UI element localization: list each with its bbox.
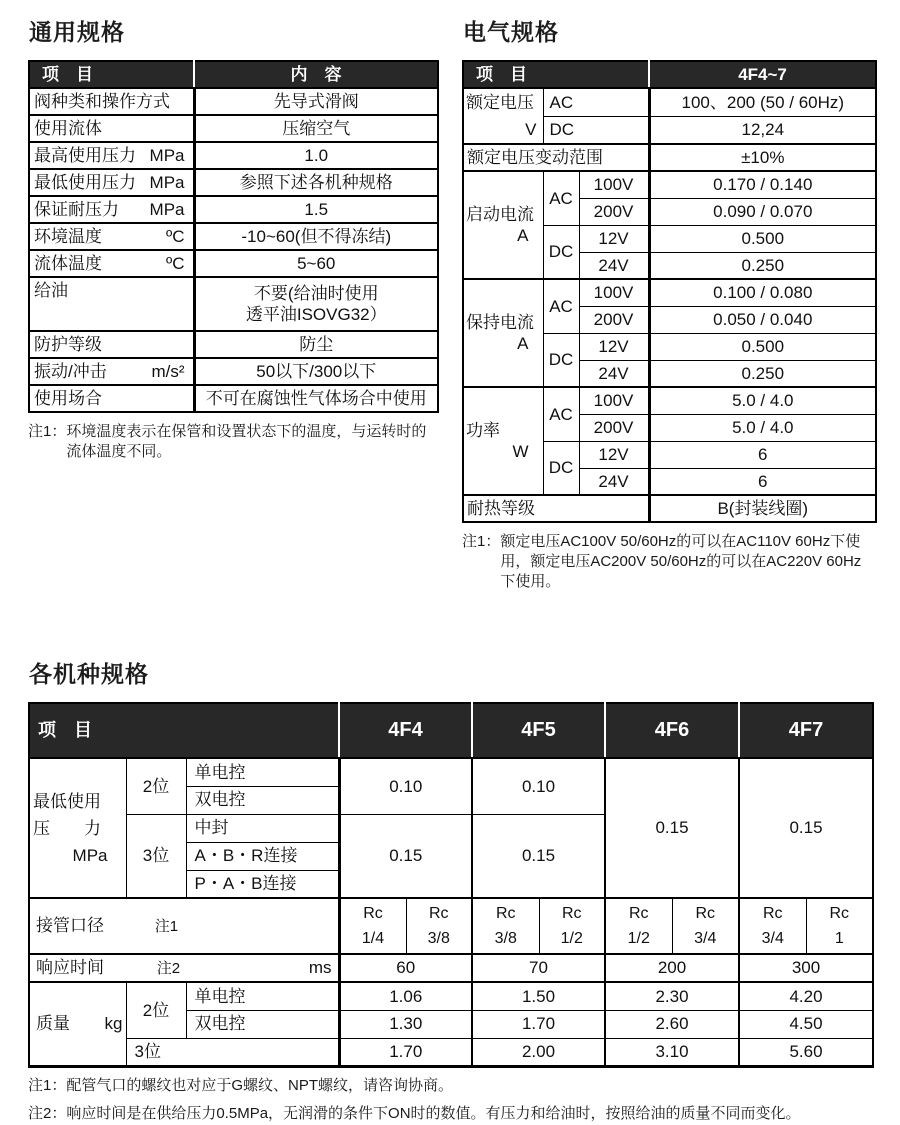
table-row	[29, 898, 873, 954]
unit-text: MPa	[149, 199, 185, 219]
cell-value: 3.10	[605, 1038, 739, 1066]
volt-label: 200V	[579, 198, 649, 225]
row-value: 50以下/300以下	[194, 358, 438, 385]
electrical-spec-title: 电气规格	[463, 19, 559, 45]
port-line-2: 3/4	[694, 930, 717, 947]
row-label-lubrication	[29, 277, 194, 331]
row-value: 1.5	[194, 196, 438, 223]
unit-text: ms	[308, 958, 332, 978]
label-text: 接管口径	[36, 916, 104, 936]
ctrl-pab: P・A・B连接	[186, 870, 339, 898]
cell-value: 4.20	[739, 982, 873, 1010]
row-value: 参照下述各机种规格	[194, 169, 438, 196]
table-row	[29, 88, 438, 115]
ac-label: AC	[543, 387, 579, 441]
note-label: 注2：	[28, 1104, 67, 1122]
unit-text: W	[512, 442, 529, 461]
label-text: 保证耐压力	[34, 199, 119, 219]
port-cell	[672, 898, 739, 954]
position-2-label: 2位	[126, 982, 186, 1038]
model-spec-title: 各机种规格	[29, 661, 149, 687]
label-text: 环境温度	[34, 226, 102, 246]
cell-value: 0.10	[339, 758, 472, 814]
rated-voltage-ac-value: 100、200 (50 / 60Hz)	[649, 88, 876, 116]
row-label-max-pressure	[29, 142, 194, 169]
electrical-spec-section	[462, 14, 875, 592]
volt-label: 200V	[579, 306, 649, 333]
position-3-label: 3位	[126, 1038, 339, 1066]
port-line-2: 1	[834, 930, 844, 947]
models-note-2	[28, 1103, 873, 1124]
table-row	[29, 982, 873, 1010]
models-header-row	[29, 703, 873, 758]
cell-value: 0.15	[605, 758, 739, 898]
power-label	[463, 387, 543, 495]
note-label: 注1：	[28, 1076, 67, 1094]
table-row	[29, 758, 873, 786]
label-text: 防护等级	[34, 334, 102, 354]
note-ref: 注2	[156, 960, 181, 978]
label-text: 响应时间	[36, 958, 104, 978]
inrush-current-label	[463, 171, 543, 279]
position-3-label: 3位	[126, 814, 186, 898]
ac-label: AC	[543, 171, 579, 225]
port-size-label	[29, 898, 339, 954]
row-value: 不可在腐蚀性气体场合中使用	[194, 385, 438, 412]
port-line-1: Rc	[495, 905, 516, 922]
models-col-4f5: 4F5	[472, 703, 605, 758]
table-row	[463, 171, 876, 198]
cell-value: 1.70	[472, 1010, 605, 1038]
general-spec-section	[28, 14, 437, 462]
label-text: 最高使用压力	[34, 145, 136, 165]
cell-value: 5.0 / 4.0	[649, 387, 876, 414]
table-row	[29, 331, 438, 358]
models-col-4f6: 4F6	[605, 703, 739, 758]
table-row	[29, 385, 438, 412]
port-cell	[406, 898, 472, 954]
row-label-ambient-temp	[29, 223, 194, 250]
row-label-min-pressure	[29, 169, 194, 196]
port-line-1: Rc	[428, 905, 449, 922]
value-line-2: 透平油ISOVG32）	[245, 305, 387, 324]
holding-current-label	[463, 279, 543, 387]
table-row	[463, 495, 876, 522]
cell-value: 6	[649, 441, 876, 468]
row-value	[194, 277, 438, 331]
note-text: 额定电压AC100V 50/60Hz的可以在AC110V 60Hz下使用，额定电压AC200V 50/60Hz的可以在AC220V 60Hz下使用。	[500, 533, 862, 590]
note-text: 环境温度表示在保管和设置状态下的温度，与运转时的流体温度不同。	[66, 423, 427, 460]
row-label-vibration	[29, 358, 194, 385]
label-text: 使用流体	[34, 118, 102, 138]
unit-text: V	[525, 120, 537, 139]
note-label: 注1：	[28, 423, 67, 440]
cell-value: 0.15	[739, 758, 873, 898]
port-cell	[539, 898, 605, 954]
label-text: 流体温度	[34, 253, 102, 273]
general-note	[28, 422, 437, 462]
ctrl-double: 双电控	[186, 1010, 339, 1038]
port-line-1: Rc	[628, 905, 649, 922]
port-line-2: 3/8	[427, 930, 450, 947]
port-line-1: Rc	[363, 905, 383, 922]
cell-value: 70	[472, 954, 605, 982]
note-text: 配管气口的螺纹也对应于G螺纹、NPT螺纹，请咨询协商。	[66, 1076, 454, 1094]
voltage-range-label: 额定电压变动范围	[463, 144, 649, 171]
row-value: 先导式滑阀	[194, 88, 438, 115]
cell-value: 0.170 / 0.140	[649, 171, 876, 198]
cell-value: 0.15	[339, 814, 472, 898]
row-value: -10~60(但不得冻结)	[194, 223, 438, 250]
port-cell	[472, 898, 539, 954]
row-label-fluid	[29, 115, 194, 142]
note-ref: 注1	[154, 918, 179, 936]
general-spec-table	[28, 60, 439, 413]
port-line-2: 3/8	[494, 930, 517, 947]
table-row	[29, 169, 438, 196]
volt-label: 12V	[579, 441, 649, 468]
electrical-spec-table	[462, 60, 877, 523]
table-row	[29, 223, 438, 250]
ctrl-double: 双电控	[186, 786, 339, 814]
label-line-3: MPa	[72, 845, 108, 865]
unit-text: MPa	[149, 172, 185, 192]
value-line-1: 不要(给油时使用	[253, 283, 379, 303]
cell-value: 5.0 / 4.0	[649, 414, 876, 441]
table-row	[29, 250, 438, 277]
ctrl-abr: A・B・R连接	[186, 842, 339, 870]
rated-voltage-label	[463, 88, 543, 144]
cell-value: 1.30	[339, 1010, 472, 1038]
unit-text: ºC	[166, 226, 185, 246]
port-cell	[339, 898, 406, 954]
volt-label: 24V	[579, 468, 649, 495]
port-line-2: 3/4	[761, 930, 784, 947]
table-row	[463, 144, 876, 171]
cell-value: 2.00	[472, 1038, 605, 1066]
cell-value: 0.250	[649, 252, 876, 279]
cell-value: 0.500	[649, 225, 876, 252]
cell-value: 200	[605, 954, 739, 982]
port-line-1: Rc	[695, 905, 716, 922]
row-label-protection	[29, 331, 194, 358]
cell-value: 5.60	[739, 1038, 873, 1066]
cell-value: 60	[339, 954, 472, 982]
label-line-2: 压 力	[33, 818, 101, 838]
table-row	[29, 358, 438, 385]
heat-class-label: 耐热等级	[463, 495, 649, 522]
dc-label: DC	[543, 441, 579, 495]
rated-voltage-ac: AC	[543, 88, 649, 116]
table-row	[463, 88, 876, 116]
row-label-valve-type	[29, 88, 194, 115]
response-time-label	[29, 954, 339, 982]
cell-value: 2.60	[605, 1010, 739, 1038]
cell-value: 0.090 / 0.070	[649, 198, 876, 225]
volt-label: 100V	[579, 387, 649, 414]
cell-value: 1.50	[472, 982, 605, 1010]
table-row	[29, 954, 873, 982]
general-col-content: 内 容	[194, 61, 438, 88]
cell-value: 2.30	[605, 982, 739, 1010]
label-text: 阀种类和操作方式	[34, 91, 170, 111]
ctrl-closed-center: 中封	[186, 814, 339, 842]
rated-voltage-dc: DC	[543, 116, 649, 144]
cell-value: 300	[739, 954, 873, 982]
port-line-1: Rc	[762, 905, 783, 922]
port-line-2: 1/2	[560, 930, 583, 947]
weight-label	[29, 982, 126, 1066]
unit-text: m/s²	[151, 361, 185, 381]
label-text: 振动/冲击	[34, 361, 107, 381]
volt-label: 200V	[579, 414, 649, 441]
dc-label: DC	[543, 333, 579, 387]
electrical-col-item: 项 目	[463, 61, 649, 88]
label-text: 质量	[36, 1014, 70, 1034]
row-value: 压缩空气	[194, 115, 438, 142]
models-note-1	[28, 1075, 873, 1096]
port-line-2: 1/4	[361, 930, 385, 947]
volt-label: 100V	[579, 279, 649, 306]
label-text: 给油	[34, 281, 68, 300]
electrical-col-model: 4F4~7	[649, 61, 876, 88]
cell-value: 1.70	[339, 1038, 472, 1066]
unit-text: MPa	[149, 145, 185, 165]
table-row	[463, 279, 876, 306]
volt-label: 100V	[579, 171, 649, 198]
label-text: 保持电流	[466, 312, 534, 332]
table-row	[29, 277, 438, 331]
models-col-4f7: 4F7	[739, 703, 873, 758]
general-header-row	[29, 61, 438, 88]
ctrl-single: 单电控	[186, 982, 339, 1010]
row-value: 1.0	[194, 142, 438, 169]
model-spec-section	[28, 656, 873, 1124]
row-label-environment	[29, 385, 194, 412]
label-text: 功率	[466, 420, 500, 440]
table-row	[29, 1038, 873, 1066]
label-line-1: 最低使用	[33, 791, 101, 811]
ac-label: AC	[543, 279, 579, 333]
port-line-1: Rc	[561, 905, 582, 922]
volt-label: 24V	[579, 252, 649, 279]
cell-value: 0.050 / 0.040	[649, 306, 876, 333]
row-label-fluid-temp	[29, 250, 194, 277]
label-text: 最低使用压力	[34, 172, 136, 192]
heat-class-value: B(封装线圈)	[649, 495, 876, 522]
cell-value: 1.06	[339, 982, 472, 1010]
unit-text: kg	[104, 1014, 123, 1034]
table-row	[463, 387, 876, 414]
table-row	[29, 142, 438, 169]
rated-voltage-dc-value: 12,24	[649, 116, 876, 144]
label-text: 启动电流	[466, 204, 534, 224]
cell-value: 0.250	[649, 360, 876, 387]
cell-value: 0.500	[649, 333, 876, 360]
label-text: 使用场合	[34, 388, 102, 408]
table-row	[29, 196, 438, 223]
note-text: 响应时间是在供给压力0.5MPa，无润滑的条件下ON时的数值。有压力和给油时，按照给油的质量不同而变化。	[66, 1104, 801, 1122]
volt-label: 12V	[579, 225, 649, 252]
voltage-range-value: ±10%	[649, 144, 876, 171]
models-col-item: 项 目	[29, 703, 339, 758]
volt-label: 24V	[579, 360, 649, 387]
unit-text: ºC	[166, 253, 185, 273]
cell-value: 0.100 / 0.080	[649, 279, 876, 306]
min-pressure-label	[29, 758, 126, 898]
unit-text: A	[517, 226, 529, 245]
cell-value: 0.15	[472, 814, 605, 898]
dc-label: DC	[543, 225, 579, 279]
table-row	[29, 115, 438, 142]
cell-value: 0.10	[472, 758, 605, 814]
port-line-1: Rc	[829, 905, 850, 922]
port-line-2: 1/2	[627, 930, 650, 947]
port-cell	[605, 898, 672, 954]
port-cell	[739, 898, 806, 954]
electrical-header-row	[463, 61, 876, 88]
row-value: 5~60	[194, 250, 438, 277]
cell-value: 6	[649, 468, 876, 495]
label-text: 额定电压	[466, 93, 534, 112]
port-cell	[806, 898, 873, 954]
model-spec-table	[28, 702, 874, 1068]
unit-text: A	[517, 334, 529, 353]
general-col-item: 项 目	[29, 61, 194, 88]
general-spec-title: 通用规格	[29, 19, 125, 45]
cell-value: 4.50	[739, 1010, 873, 1038]
row-value: 防尘	[194, 331, 438, 358]
volt-label: 12V	[579, 333, 649, 360]
row-label-proof-pressure	[29, 196, 194, 223]
note-label: 注1：	[462, 533, 501, 550]
ctrl-single: 单电控	[186, 758, 339, 786]
position-2-label: 2位	[126, 758, 186, 814]
models-col-4f4: 4F4	[339, 703, 472, 758]
electrical-note	[462, 532, 875, 592]
